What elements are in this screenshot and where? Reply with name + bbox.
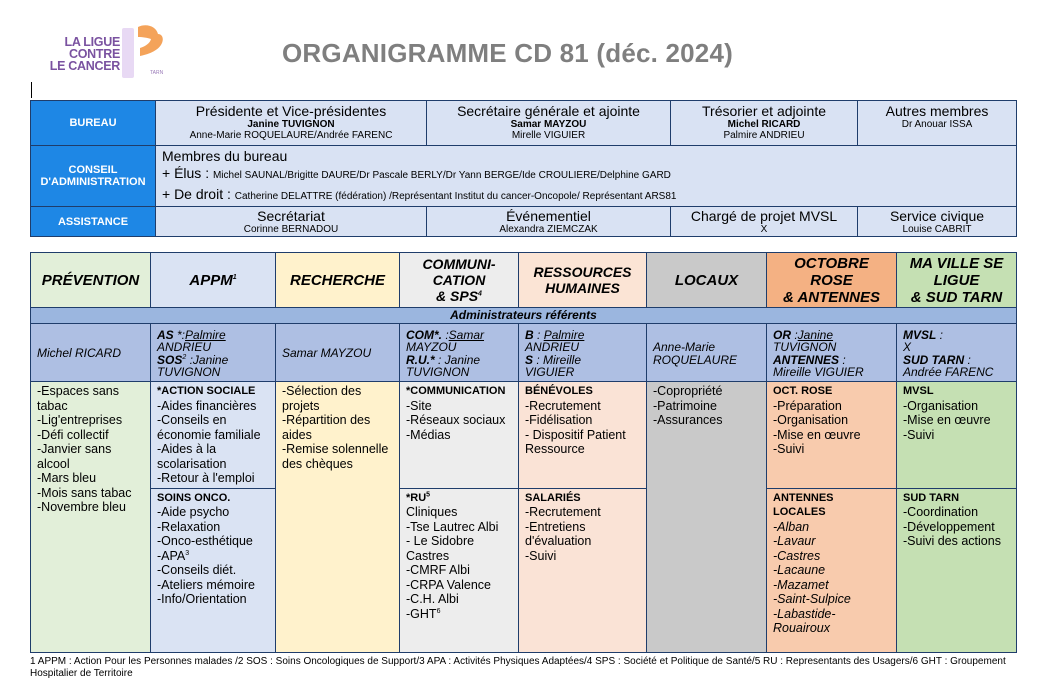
col-locaux: LOCAUX [647, 253, 767, 308]
antennes-title-2: LOCALES [773, 506, 826, 518]
list-item: -Novembre bleu [37, 500, 126, 514]
list-item: -Relaxation [157, 519, 221, 534]
sos-name-2: TUVIGNON [157, 365, 221, 379]
locaux-name-1: Anne-Marie [653, 340, 716, 354]
recherche-list [276, 382, 400, 653]
list-item: -Alban [773, 519, 810, 534]
col-ma-ville [897, 253, 1017, 308]
logo-line-2: CONTRE [69, 47, 120, 61]
list-item: -Répartition des aides [282, 413, 371, 442]
col-prevention: PRÉVENTION [31, 253, 151, 308]
sud-tarn-items [903, 505, 1010, 549]
comm-communication [400, 382, 519, 489]
list-item: -Retour à l'emploi [157, 471, 255, 485]
ant-sep: : [839, 352, 846, 367]
rh-b-label: B [525, 327, 534, 342]
list-item: -Fidélisation [525, 413, 593, 427]
list-item: -CMRF Albi [406, 563, 470, 577]
bureau-secretaire [427, 101, 671, 146]
list-item: -Aide psycho [157, 505, 230, 519]
soins-onco-items [157, 505, 269, 607]
ref-rh [519, 324, 647, 382]
maville-title-2: LIGUE [933, 271, 980, 289]
communication-items [406, 399, 512, 443]
rh-s-name: : Mireille [533, 352, 582, 367]
rh-s-label: S [525, 352, 534, 367]
mvsl-items [903, 399, 1010, 443]
droit-prefix: + De droit : [162, 186, 235, 202]
octobre-title-3: & ANTENNES [783, 288, 880, 306]
logo-line-1: LA LIGUE [64, 35, 120, 49]
content-row-bottom [31, 488, 1017, 652]
list-item: -Mois sans tabac [37, 485, 132, 500]
benevoles-title: BÉNÉVOLES [525, 385, 593, 397]
recherche-items [282, 384, 393, 471]
conseil-content [156, 146, 1017, 207]
col-recherche: RECHERCHE [276, 253, 400, 308]
logo-subtitle: TARN [150, 70, 164, 76]
tresorier-name: Michel RICARD [727, 119, 801, 130]
assistance-label: ASSISTANCE [31, 207, 156, 237]
conseil-droit [162, 185, 1016, 206]
mvsl-label: MVSL [903, 327, 937, 342]
list-item: -Organisation [773, 413, 849, 427]
list-item: -Labastide-Rouairoux [773, 606, 836, 635]
list-item: -Conseils en économie familiale [157, 413, 261, 442]
footnote-sup: 3 [185, 549, 190, 557]
sud-tarn-title: SUD TARN [903, 491, 960, 504]
col-appm [151, 253, 276, 308]
col-communication [400, 253, 519, 308]
rh-s-name-2: VIGUIER [525, 365, 575, 379]
list-item: -Recrutement [525, 505, 601, 519]
mvsl-sep: : [936, 327, 944, 342]
header-row [31, 253, 1017, 308]
mvsl-name: X [903, 340, 912, 354]
or-sep: : [791, 327, 798, 342]
presidente-title: Présidente et Vice-présidentes [195, 103, 387, 119]
secretaire-adjointe: Mirelle VIGUIER [511, 130, 586, 141]
page-title: ORGANIGRAMME CD 81 (déc. 2024) [282, 38, 733, 68]
list-item: -Mazamet [773, 577, 829, 592]
ref-prevention: Michel RICARD [31, 324, 151, 382]
list-item: -Aides à la scolarisation [157, 442, 227, 471]
octobre-title-1: OCTOBRE [794, 254, 869, 272]
service-civique-title: Service civique [889, 208, 985, 224]
or-name-2: TUVIGNON [773, 340, 837, 354]
action-sociale-items [157, 399, 269, 486]
conseil-label-1: CONSEIL [68, 164, 118, 176]
locaux-name-2: ROQUELAURE [653, 352, 738, 367]
list-item: -Assurances [653, 413, 723, 427]
as-label: AS [157, 327, 174, 342]
bureau-label: BUREAU [31, 101, 156, 146]
list-item: -Suivi [903, 427, 935, 442]
tresorier-title: Trésorier et adjointe [702, 103, 826, 119]
admins-band-row [31, 308, 1017, 324]
comm-ru [400, 488, 519, 652]
ru-items [406, 505, 512, 621]
evenementiel-name: Alexandra ZIEMCZAK [499, 224, 598, 235]
list-item: -Organisation [903, 398, 979, 413]
list-item: -Tse Lautrec Albi [406, 519, 499, 534]
antennes-items [773, 520, 890, 636]
com-name: Samar [448, 327, 485, 342]
as-sep: *: [173, 327, 186, 342]
charge-name: X [760, 224, 768, 235]
droit-names: Catherine DELATTRE (fédération) /Représentant Institut du cancer-Oncopole/ Représentant ARS81 [234, 191, 677, 202]
ref-ma-ville [897, 324, 1017, 382]
assistance-evenementiel [427, 207, 671, 237]
conseil-label [31, 146, 156, 207]
oct-rose-title: OCT. ROSE [773, 385, 833, 397]
sos-label: SOS [157, 352, 183, 367]
list-item: -APA$^3$ [157, 548, 190, 563]
list-item: -CRPA Valence [406, 577, 491, 592]
list-item: -Suivi des actions [903, 534, 1001, 548]
list-item: -Préparation [773, 398, 842, 413]
ant-label: ANTENNES [773, 352, 840, 367]
list-item: -Mise en œuvre [903, 413, 991, 427]
assistance-charge [671, 207, 858, 237]
service-civique-name: Louise CABRIT [902, 224, 972, 235]
list-item: -Suivi [525, 548, 557, 563]
secretaire-name: Samar MAYZOU [510, 119, 587, 130]
ru-name-2: TUVIGNON [406, 365, 470, 379]
governance-table [30, 100, 1017, 237]
list-item: -Réseaux sociaux [406, 413, 506, 427]
ref-communication [400, 324, 519, 382]
oct-antennes [767, 488, 897, 652]
conseil-line-1: Membres du bureau [162, 148, 288, 164]
conseil-elus [162, 164, 1016, 185]
list-item: -Copropriété [653, 384, 723, 398]
tresorier-adjointe: Palmire ANDRIEU [723, 130, 805, 141]
oct-rose [767, 382, 897, 489]
action-sociale-title: *ACTION SOCIALE [157, 385, 256, 397]
autres-title: Autres membres [885, 103, 989, 119]
list-item: Cliniques [406, 505, 458, 519]
logo [40, 22, 168, 78]
appm-action-sociale [151, 382, 276, 489]
appm-title: APPM [189, 271, 233, 289]
list-item: -Suivi [773, 442, 805, 456]
as-name: Palmire [185, 327, 226, 342]
logo-heart-icon [134, 24, 164, 58]
elus-prefix: + Élus : [162, 165, 213, 181]
benevoles-items [525, 399, 640, 457]
maville-title-1: MA VILLE SE [909, 254, 1004, 272]
maville-title-3: & SUD TARN [910, 288, 1003, 306]
list-item: -Conseils diét. [157, 563, 237, 577]
sud-label: SUD TARN [903, 352, 965, 367]
list-item: -Entretiens d'évaluation [525, 519, 592, 548]
list-item: -C.H. Albi [406, 592, 459, 606]
assistance-row [31, 207, 1017, 237]
oct-rose-items [773, 399, 890, 457]
ref-octobre [767, 324, 897, 382]
elus-names: Michel SAUNAL/Brigitte DAURE/Dr Pascale BERLY/Dr Yann BERGE/Ide CROULIERE/Delphine GARD [212, 170, 671, 181]
com-label: COM*. [406, 327, 442, 342]
charge-title: Chargé de projet MVSL [690, 208, 838, 224]
secretariat-name: Corinne BERNADOU [243, 224, 339, 235]
list-item: -Lavaur [773, 534, 816, 548]
presidente-name: Janine TUVIGNON [247, 119, 335, 130]
content-row-top [31, 382, 1017, 489]
sud-name: Andrée FARENC [903, 365, 994, 379]
com-name-2: MAYZOU [406, 340, 457, 354]
prevention-list [31, 382, 151, 653]
locaux-items [653, 384, 760, 428]
list-item: -Site [406, 398, 432, 413]
secretariat-title: Secrétariat [257, 208, 325, 224]
or-name: Janine [797, 327, 834, 342]
octobre-title-2: ROSE [810, 271, 853, 289]
referents-row [31, 324, 1017, 382]
rh-b-name-2: ANDRIEU [525, 340, 580, 354]
list-item: - Dispositif Patient Ressource [525, 427, 626, 456]
ref-appm [151, 324, 276, 382]
col-octobre-rose [767, 253, 897, 308]
list-item: -GHT$^6$ [406, 606, 441, 621]
list-item: -Saint-Sulpice [773, 592, 851, 606]
assistance-service-civique [858, 207, 1017, 237]
list-item: -Espaces sans tabac [37, 384, 119, 413]
salaries-items [525, 505, 640, 563]
divider [31, 82, 32, 98]
col-ressources-humaines [519, 253, 647, 308]
list-item: -Onco-esthétique [157, 534, 253, 548]
rh-benevoles [519, 382, 647, 489]
communication-title: *COMMUNICATION [406, 385, 506, 397]
comm-title-1: COMMUNI- [422, 256, 496, 272]
list-item: -Recrutement [525, 398, 601, 413]
as-name-2: ANDRIEU [157, 340, 212, 354]
list-item: -Patrimoine [653, 398, 717, 413]
list-item: -Mars bleu [37, 471, 97, 485]
ref-recherche: Samar MAYZOU [276, 324, 400, 382]
mv-sud-tarn [897, 488, 1017, 652]
list-item: -Sélection des projets [282, 384, 362, 413]
list-item: -Remise solennelle des chèques [282, 442, 389, 471]
soins-onco-title: SOINS ONCO. [157, 491, 231, 504]
sos-sup: 2 [182, 353, 187, 361]
list-item: -Ateliers mémoire [157, 577, 255, 592]
conseil-label-2: D'ADMINISTRATION [40, 176, 146, 188]
comm-title-3-text: & SPS [436, 288, 479, 304]
list-item: -Aides financières [157, 398, 257, 413]
bureau-autres [858, 101, 1017, 146]
assistance-secretariat [156, 207, 427, 237]
list-item: -Médias [406, 427, 451, 442]
list-item: -Lig'entreprises [37, 413, 123, 427]
logo-line-3: LE CANCER [49, 59, 120, 73]
list-item: -Janvier sans alcool [37, 442, 112, 471]
department-table [30, 252, 1017, 653]
prevention-items [37, 384, 144, 515]
footnote: 1 APPM : Action Pour les Personnes malades /2 SOS : Soins Oncologiques de Support/3 APA : Activités Physiques Adaptées/4 SPS : Société et Politique de Santé/5 RU : Representants des Usagers/6 GHT : Groupement Hospitalier de Territoire [30, 656, 1006, 679]
comm-sup: 4 [478, 290, 482, 298]
list-item: - Le Sidobre Castres [406, 534, 475, 563]
sos-name: :Janine [186, 352, 229, 367]
list-item: -Développement [903, 519, 995, 534]
sud-sep: : [964, 352, 971, 367]
bureau-row [31, 101, 1017, 146]
evenementiel-title: Événementiel [506, 208, 591, 224]
rh-b-name: Palmire [543, 327, 585, 342]
appm-sup: 1 [232, 273, 237, 281]
ru-label: R.U.* [406, 352, 435, 367]
locaux-list [647, 382, 767, 653]
conseil-row [31, 146, 1017, 207]
com-sep: : [442, 327, 449, 342]
secretaire-title: Secrétaire générale et ajointe [457, 103, 640, 119]
antennes-title-1: ANTENNES [773, 491, 834, 504]
footnote-sup: 6 [436, 607, 441, 615]
bureau-presidente [156, 101, 427, 146]
logo-bar-shape [122, 28, 134, 78]
ru-title-text: *RU [406, 491, 427, 504]
rh-title-2: HUMAINES [545, 280, 620, 296]
autres-names: Dr Anouar ISSA [901, 119, 973, 130]
rh-salaries [519, 488, 647, 652]
salaries-title: SALARIÉS [525, 491, 581, 504]
list-item: -Castres [773, 548, 821, 563]
admins-band: Administrateurs référents [31, 308, 1017, 324]
comm-title-2: CATION [432, 272, 486, 288]
list-item: -Info/Orientation [157, 592, 247, 606]
bureau-tresorier [671, 101, 858, 146]
ru-sup: 5 [426, 490, 431, 498]
appm-soins-onco [151, 488, 276, 652]
comm-title-3 [400, 288, 518, 304]
list-item: -Mise en œuvre [773, 427, 861, 442]
mvsl-title: MVSL [903, 385, 934, 397]
list-item: -Coordination [903, 505, 979, 519]
ru-name: : Janine [434, 352, 481, 367]
ant-name: Mireille VIGUIER [773, 365, 864, 379]
ref-locaux [647, 324, 767, 382]
list-item: -Lacaune [773, 563, 826, 577]
rh-b-sep: : [533, 327, 544, 342]
logo-text [48, 36, 120, 72]
vice-presidentes: Anne-Marie ROQUELAURE/Andrée FARENC [189, 130, 393, 141]
list-item: -Défi collectif [37, 427, 109, 442]
or-label: OR [773, 327, 791, 342]
ru-title [406, 491, 512, 506]
rh-title-1: RESSOURCES [533, 264, 632, 280]
mv-mvsl [897, 382, 1017, 489]
